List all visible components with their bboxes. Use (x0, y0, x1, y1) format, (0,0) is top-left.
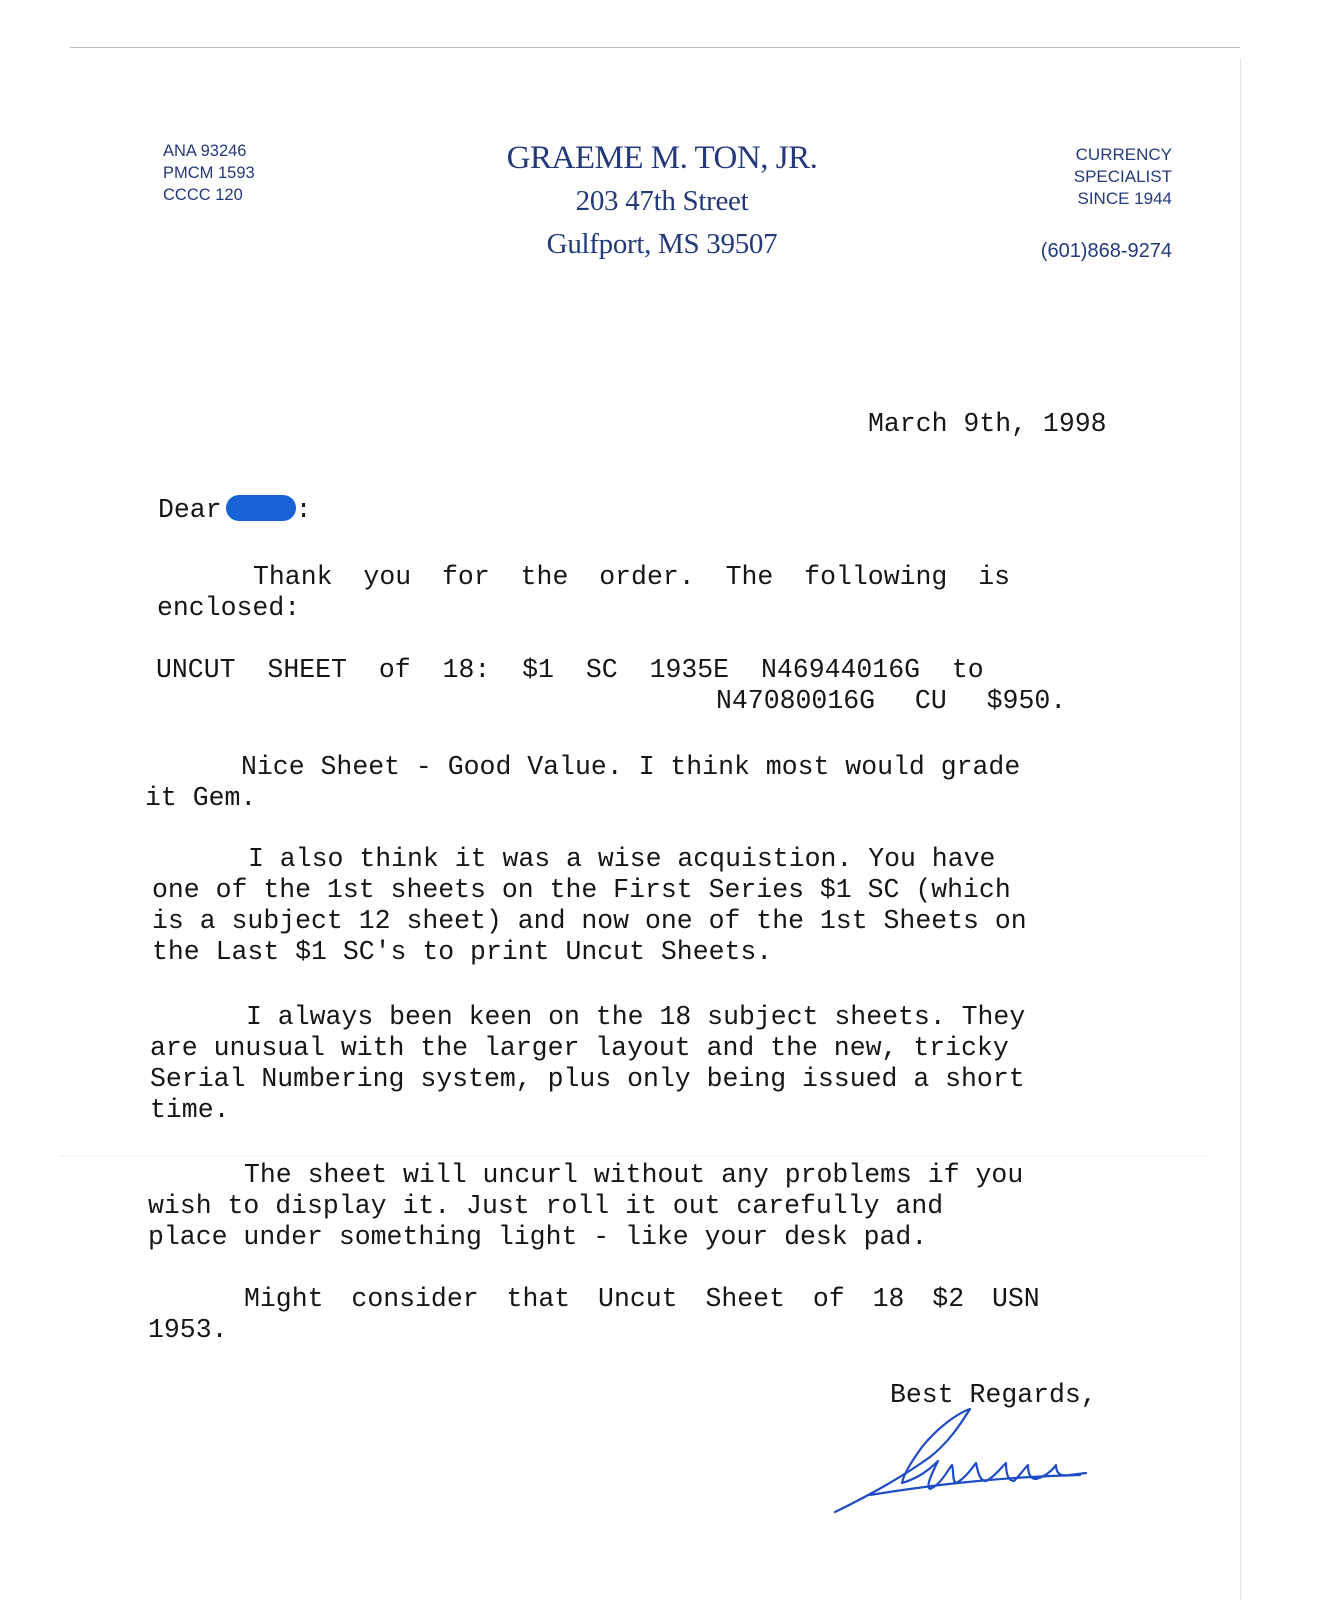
membership-cccc: CCCC 120 (163, 186, 243, 204)
paragraph-line: 1953. (148, 1315, 228, 1345)
paragraph-line: Thank you for the order. The following is (253, 562, 1011, 592)
paragraph-uncurl (148, 1160, 1023, 1253)
paragraph-consider (148, 1284, 1040, 1346)
paragraph-line: one of the 1st sheets on the First Series $1 SC (which (152, 875, 1011, 905)
tagline-line-2: SPECIALIST (1073, 167, 1172, 186)
paragraph-line: place under something light - like your desk pad. (148, 1222, 928, 1252)
paragraph-line: the Last $1 SC's to print Uncut Sheets. (152, 937, 773, 967)
paragraph-line: Serial Numbering system, plus only being issued a short (150, 1064, 1025, 1094)
paragraph-line: wish to display it. Just roll it out carefully and (148, 1191, 944, 1221)
membership-pmcm: PMCM 1593 (163, 164, 255, 182)
specialist-tagline (990, 144, 1172, 210)
paragraph-line: are unusual with the larger layout and the new, tricky (150, 1033, 1009, 1063)
order-line-1: UNCUT SHEET of 18: $1 SC 1935E N46944016G to (156, 655, 984, 685)
tagline-line-1: CURRENCY (1075, 145, 1172, 164)
paragraph-line: I also think it was a wise acquistion. You have (248, 844, 996, 874)
letter-date: March 9th, 1998 (868, 409, 1107, 439)
paragraph-line: Might consider that Uncut Sheet of 18 $2 USN (244, 1284, 1040, 1314)
sender-phone: (601)868-9274 (1040, 240, 1172, 262)
page-right-edge (1240, 58, 1241, 1600)
signature (830, 1395, 1100, 1525)
redaction-mark (226, 495, 296, 521)
paragraph-wise-acquisition (152, 844, 1027, 968)
sender-city: Gulfport, MS 39507 (546, 228, 778, 260)
paragraph-line: time. (150, 1095, 230, 1125)
closing: Best Regards, (890, 1380, 1097, 1410)
paragraph-line: The sheet will uncurl without any problems if you (244, 1160, 1024, 1190)
membership-ana: ANA 93246 (163, 142, 247, 160)
salutation-prefix: Dear (158, 495, 222, 525)
membership-numbers (163, 140, 255, 206)
paragraph-nice-sheet (145, 752, 1020, 814)
sender-name: GRAEME M. TON, JR. (506, 140, 818, 176)
paragraph-line: it Gem. (145, 783, 257, 813)
paragraph-line: is a subject 12 sheet) and now one of the 1st Sheets on (152, 906, 1027, 936)
salutation-suffix: : (295, 495, 312, 525)
order-line (156, 655, 1066, 717)
letterhead-center (452, 136, 872, 266)
paragraph-line: Nice Sheet - Good Value. I think most would grade (241, 752, 1021, 782)
paragraph-subject-sheets (150, 1002, 1025, 1126)
paragraph-line: I always been keen on the 18 subject sheets. They (246, 1002, 1026, 1032)
tagline-line-3: SINCE 1944 (1077, 189, 1172, 208)
paragraph-line: enclosed: (157, 593, 301, 623)
scan-streak (60, 1155, 1210, 1156)
paragraph-thank-you (157, 562, 1010, 624)
sender-street: 203 47th Street (575, 185, 749, 217)
salutation (158, 495, 312, 526)
order-line-2: N47080016G CU $950. (716, 686, 1067, 716)
page-top-edge (70, 47, 1240, 48)
